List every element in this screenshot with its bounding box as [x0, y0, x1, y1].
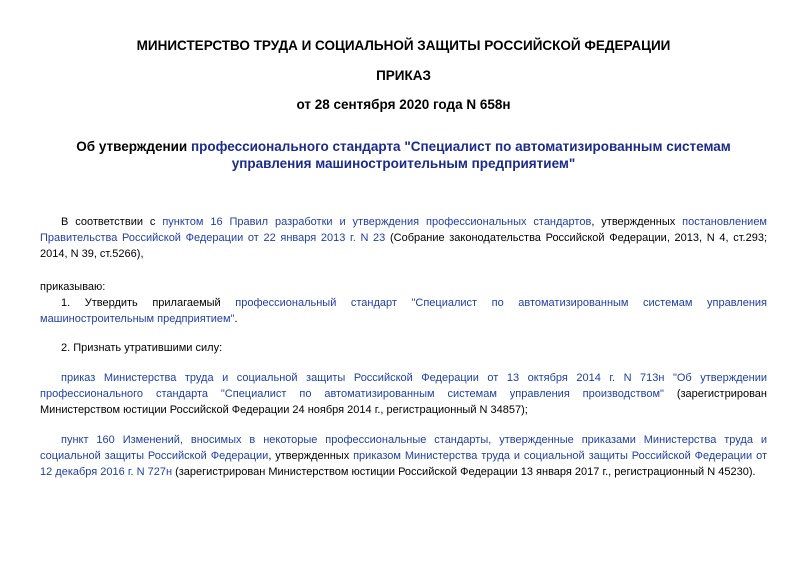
title-standard-link[interactable]: профессионального стандарта "Специалист по автоматизированным системам управления машиностроительным предприятием"	[190, 139, 731, 171]
item-1-paragraph	[40, 295, 767, 327]
revoked-order-2-text-2: (зарегистрирован Министерством юстиции Российской Федерации 13 января 2017 г., регистрационный N 45230).	[172, 466, 756, 478]
order-727n-link[interactable]: приказом Министерства труда и социальной защиты Российской Федерации от 12 декабря 2016 г. N 727н	[40, 450, 767, 478]
revoked-order-2-text-1: , утвержденных	[268, 450, 354, 462]
item-1-end: .	[234, 313, 238, 325]
clause-160-link[interactable]: пункт 160 Изменений, вносимых в некоторые профессиональные стандарты, утвержденные приказами Министерства труда и социальной защиты Российской Федерации	[40, 434, 767, 462]
preamble-paragraph	[40, 214, 767, 262]
item-1-text: 1. Утвердить прилагаемый	[61, 297, 236, 309]
revoked-order-1-text: (зарегистрирован Министерством юстиции Российской Федерации 24 ноября 2014 г., регистрационный N 34857);	[40, 388, 767, 416]
rules-clause-link[interactable]: пунктом 16 Правил разработки и утверждения профессиональных стандартов	[162, 216, 592, 228]
item-2-paragraph: 2. Признать утратившими силу:	[61, 342, 223, 354]
doc-type-heading: ПРИКАЗ	[376, 68, 431, 83]
document-title	[40, 138, 767, 172]
revoked-order-713n-link[interactable]: приказ Министерства труда и социальной защиты Российской Федерации от 13 октября 2014 г. N 713н "Об утверждении профессионального стандарта "Специалист по автоматизированным системам управления производством"	[40, 372, 767, 400]
title-prefix: Об утверждении	[76, 139, 191, 154]
preamble-text-1: В соответствии с	[61, 216, 163, 228]
preamble-text-3: (Собрание законодательства Российской Федерации, 2013, N 4, ст.293; 2014, N 39, ст.5266),	[40, 232, 768, 260]
revoked-order-1	[40, 370, 767, 418]
approved-standard-link[interactable]: профессиональный стандарт "Специалист по автоматизированным системам управления машиностроительным предприятием"	[40, 297, 767, 325]
preamble-text-2: , утвержденных	[591, 216, 683, 228]
orders-label: приказываю:	[40, 281, 106, 293]
government-decree-link[interactable]: постановлением Правительства Российской Федерации от 22 января 2013 г. N 23	[40, 216, 767, 244]
doc-date-number: от 28 сентября 2020 года N 658н	[296, 97, 511, 112]
ministry-heading: МИНИСТЕРСТВО ТРУДА И СОЦИАЛЬНОЙ ЗАЩИТЫ РОССИЙСКОЙ ФЕДЕРАЦИИ	[136, 38, 671, 53]
revoked-order-2	[40, 432, 767, 480]
